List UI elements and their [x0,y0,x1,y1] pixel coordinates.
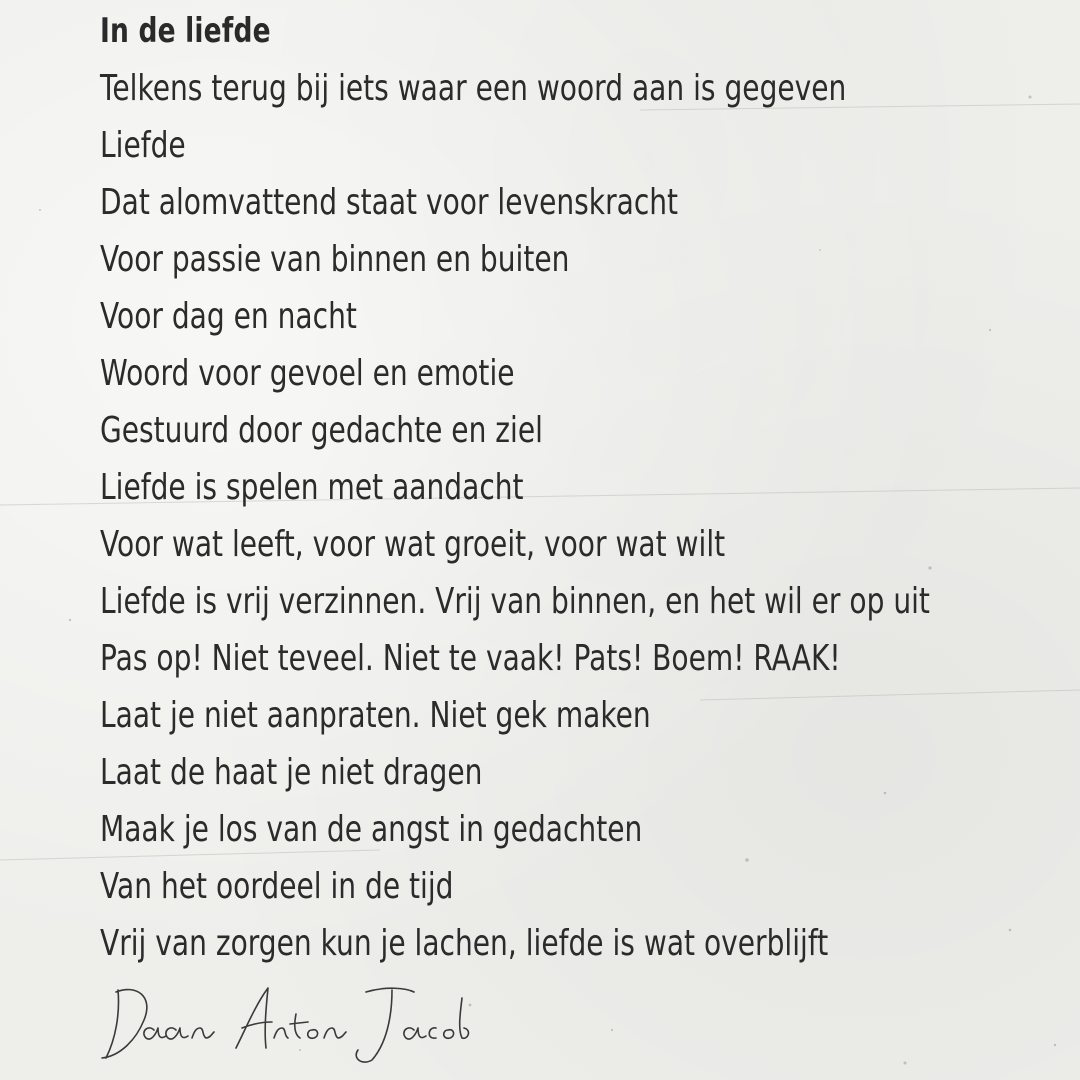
poem-line: Gestuurd door gedachte en ziel [100,410,543,451]
poem-line: Voor wat leeft, voor wat groeit, voor wat wilt [100,524,726,565]
poem-line: Pas op! Niet teveel. Niet te vaak! Pats! Boem! RAAK! [100,638,841,679]
poem-line: Voor passie van binnen en buiten [100,239,570,280]
poem-line: Telkens terug bij iets waar een woord aan is gegeven [100,68,847,109]
poem-line: Laat de haat je niet dragen [100,752,483,793]
poem-line: Voor dag en nacht [100,296,357,337]
poem-line: Liefde is vrij verzinnen. Vrij van binnen, en het wil er op uit [100,581,930,622]
poem-lines [100,60,1060,972]
author-signature [96,978,476,1068]
poem-line: Vrij van zorgen kun je lachen, liefde is wat overblijft [100,923,829,964]
poem-line: Woord voor gevoel en emotie [100,353,515,394]
poem-line: Maak je los van de angst in gedachten [100,809,643,850]
poem [100,8,1060,972]
poem-line: Dat alomvattend staat voor levenskracht [100,182,679,223]
poem-line: Liefde is spelen met aandacht [100,467,524,508]
poem-line: Laat je niet aanpraten. Niet gek maken [100,695,651,736]
poem-title: In de liefde [100,11,271,51]
poem-line: Liefde [100,125,186,166]
poem-line: Van het oordeel in de tijd [100,866,454,907]
